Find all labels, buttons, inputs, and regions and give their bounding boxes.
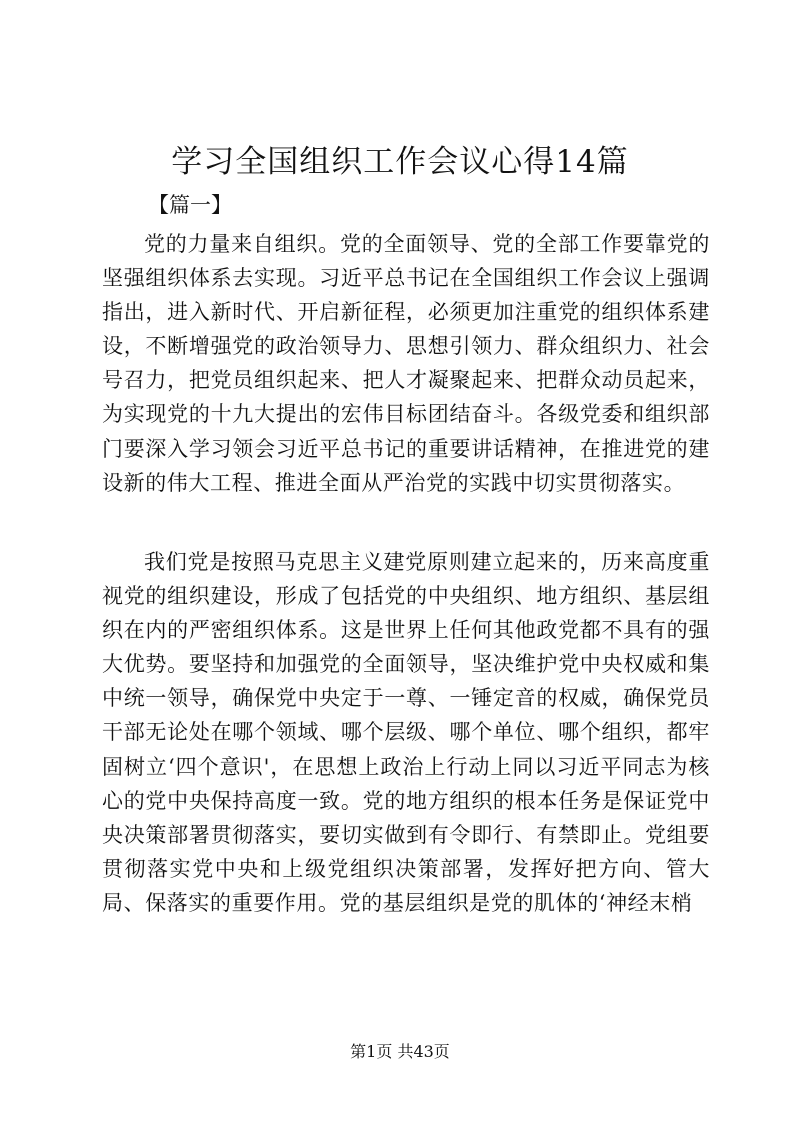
paragraph-1: 党的力量来自组织。党的全面领导、党的全部工作要靠党的坚强组织体系去实现。习近平总书记在全国组织工作会议上强调指出，进入新时代、开启新征程，必须更加注重党的组织体系建设，不断增强党的政治领导力、思想引领力、群众组织力、社会号召力，把党员组织起来、把人才凝聚起来、把群众动员起来，为实现党的十九大提出的宏伟目标团结奋斗。各级党委和组织部门要深入学习领会习近平总书记的重要讲话精神，在推进党的建设新的伟大工程、推进全面从严治党的实践中切实贯彻落实。	[102, 232, 710, 495]
document-title: 学习全国组织工作会议心得14篇	[171, 144, 629, 180]
page-footer: 第1页 共43页	[350, 1042, 450, 1061]
paragraph-2: 我们党是按照马克思主义建党原则建立起来的，历来高度重视党的组织建设，形成了包括党的中央组织、地方组织、基层组织在内的严密组织体系。这是世界上任何其他政党都不具有的强大优势。要坚持和加强党的全面领导，坚决维护党中央权威和集中统一领导，确保党中央定于一尊、一锤定音的权威，确保党员干部无论处在哪个领域、哪个层级、哪个单位、哪个组织，都牢固树立‘四个意识'，在思想上政治上行动上同以习近平同志为核心的党中央保持高度一致。党的地方组织的根本任务是保证党中央决策部署贯彻落实，要切实做到有令即行、有禁即止。党组要贯彻落实党中央和上级党组织决策部署，发挥好把方向、管大局、保落实的重要作用。党的基层组织是党的肌体的‘神经末梢	[102, 550, 710, 915]
section-label: 【篇一】	[148, 193, 232, 217]
